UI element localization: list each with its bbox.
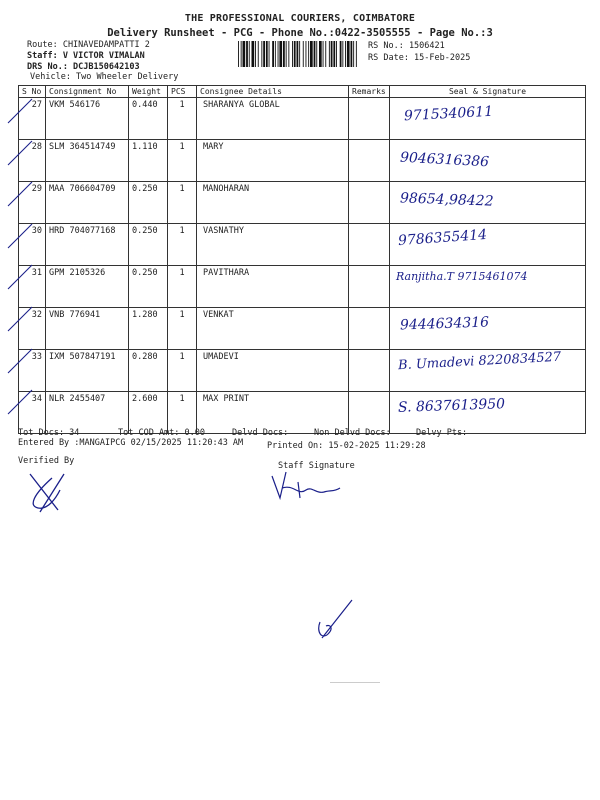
cell-weight: 1.110	[129, 140, 168, 182]
cell-weight: 0.250	[129, 224, 168, 266]
cell-consignee: MARY	[197, 140, 349, 182]
table-row	[19, 350, 586, 392]
cell-weight: 1.280	[129, 308, 168, 350]
cell-sno: 31	[19, 266, 46, 308]
cell-signature	[390, 266, 586, 308]
cell-sno: 29	[19, 182, 46, 224]
delivery-tick-mark	[6, 97, 36, 127]
col-weight: Weight	[129, 86, 168, 98]
cell-consignment: GPM 2105326	[46, 266, 129, 308]
staff-signature-label: Staff Signature	[278, 461, 355, 471]
company-name: THE PROFESSIONAL COURIERS, COIMBATORE	[184, 13, 416, 24]
cell-pcs: 1	[168, 140, 197, 182]
delivery-points: Delvy Pts:	[416, 428, 468, 438]
cell-remarks	[349, 224, 390, 266]
cell-consignee: SHARANYA GLOBAL	[197, 98, 349, 140]
cell-pcs: 1	[168, 98, 197, 140]
rs-number: RS No.: 1506421	[368, 41, 445, 51]
delivery-tick-mark	[6, 388, 36, 418]
cell-remarks	[349, 140, 390, 182]
col-consignee: Consignee Details	[197, 86, 349, 98]
handwritten-signature: 9786355414	[397, 226, 488, 250]
handwritten-signature: 9444634316	[399, 314, 490, 334]
handwritten-signature: S. 8637613950	[397, 396, 506, 416]
cell-remarks	[349, 266, 390, 308]
delivery-tick-mark	[6, 305, 36, 335]
cell-consignment: MAA 706604709	[46, 182, 129, 224]
table-row	[19, 392, 586, 434]
table-row	[19, 224, 586, 266]
cell-pcs: 1	[168, 266, 197, 308]
handwritten-signature: B. Umadevi 8220834527	[397, 349, 562, 374]
cell-weight: 2.600	[129, 392, 168, 434]
table-row	[19, 266, 586, 308]
cell-signature	[390, 140, 586, 182]
runsheet-table	[18, 85, 586, 434]
col-signature: Seal & Signature	[390, 86, 586, 98]
cell-sno: 30	[19, 224, 46, 266]
delivered-docs: Delvd Docs:	[232, 428, 289, 438]
handwritten-signature: 9715340611	[403, 103, 494, 125]
cell-weight: 0.250	[129, 266, 168, 308]
cell-consignment: NLR 2455407	[46, 392, 129, 434]
cell-consignee: PAVITHARA	[197, 266, 349, 308]
cell-weight: 0.280	[129, 350, 168, 392]
handwritten-signature: 9046316386	[399, 149, 490, 171]
printed-on: Printed On: 15-02-2025 11:29:28	[267, 441, 426, 451]
cell-consignee: MANOHARAN	[197, 182, 349, 224]
delivery-tick-mark	[6, 139, 36, 169]
cell-consignee: VENKAT	[197, 308, 349, 350]
cell-consignee: MAX PRINT	[197, 392, 349, 434]
cell-sno: 28	[19, 140, 46, 182]
cell-sno: 34	[19, 392, 46, 434]
handwritten-signature: Ranjitha.T 9715461074	[396, 270, 528, 283]
cell-signature	[390, 98, 586, 140]
cell-remarks	[349, 182, 390, 224]
cell-consignment: HRD 704077168	[46, 224, 129, 266]
barcode	[238, 41, 358, 67]
staff-label: Staff: V VICTOR VIMALAN	[27, 51, 145, 61]
delivery-tick-mark	[6, 222, 36, 252]
cell-consignee: UMADEVI	[197, 350, 349, 392]
entered-by: Entered By :MANGAIPCG 02/15/2025 11:20:43 AM	[18, 438, 244, 448]
cell-pcs: 1	[168, 182, 197, 224]
staff-signature-mark	[268, 468, 348, 504]
cell-sno: 27	[19, 98, 46, 140]
table-row	[19, 140, 586, 182]
cell-consignment: SLM 364514749	[46, 140, 129, 182]
total-cod: Tot COD Amt: 0.00	[118, 428, 205, 438]
runsheet-title: Delivery Runsheet - PCG - Phone No.:0422-3505555 - Page No.:3	[107, 27, 493, 39]
cell-pcs: 1	[168, 224, 197, 266]
col-remarks: Remarks	[349, 86, 390, 98]
vehicle-label: Vehicle: Two Wheeler Delivery	[30, 72, 179, 82]
cell-pcs: 1	[168, 308, 197, 350]
handwritten-signature: 98654,98422	[399, 190, 494, 210]
cell-consignment: VKM 546176	[46, 98, 129, 140]
cell-consignment: IXM 507847191	[46, 350, 129, 392]
non-delivered-docs: Non Delvd Docs:	[314, 428, 391, 438]
delivery-tick-mark	[6, 263, 36, 293]
col-consignment: Consignment No	[46, 86, 129, 98]
cell-signature	[390, 224, 586, 266]
verified-by-label: Verified By	[18, 456, 75, 466]
delivery-tick-mark	[6, 347, 36, 377]
delivery-tick-mark	[6, 180, 36, 210]
table-row	[19, 98, 586, 140]
drs-number: DRS No.: DCJB150642103	[27, 62, 140, 72]
cell-sno: 32	[19, 308, 46, 350]
cell-pcs: 1	[168, 350, 197, 392]
cell-signature	[390, 182, 586, 224]
table-row	[19, 308, 586, 350]
cell-weight: 0.250	[129, 182, 168, 224]
cell-signature	[390, 350, 586, 392]
table-row	[19, 182, 586, 224]
col-sno: S No	[19, 86, 46, 98]
cell-sno: 33	[19, 350, 46, 392]
cell-signature	[390, 308, 586, 350]
table-header-row	[19, 86, 586, 98]
cell-weight: 0.440	[129, 98, 168, 140]
rs-date: RS Date: 15-Feb-2025	[368, 53, 471, 63]
verified-signature-mark	[24, 468, 74, 516]
cell-consignee: VASNATHY	[197, 224, 349, 266]
total-docs: Tot Docs: 34	[18, 428, 80, 438]
route-label: Route: CHINAVEDAMPATTI 2	[27, 40, 150, 50]
stray-tick-mark	[312, 598, 358, 642]
cell-remarks	[349, 98, 390, 140]
col-pcs: PCS	[168, 86, 197, 98]
cell-remarks	[349, 350, 390, 392]
faint-mark	[330, 682, 380, 683]
cell-remarks	[349, 308, 390, 350]
cell-pcs: 1	[168, 392, 197, 434]
cell-consignment: VNB 776941	[46, 308, 129, 350]
